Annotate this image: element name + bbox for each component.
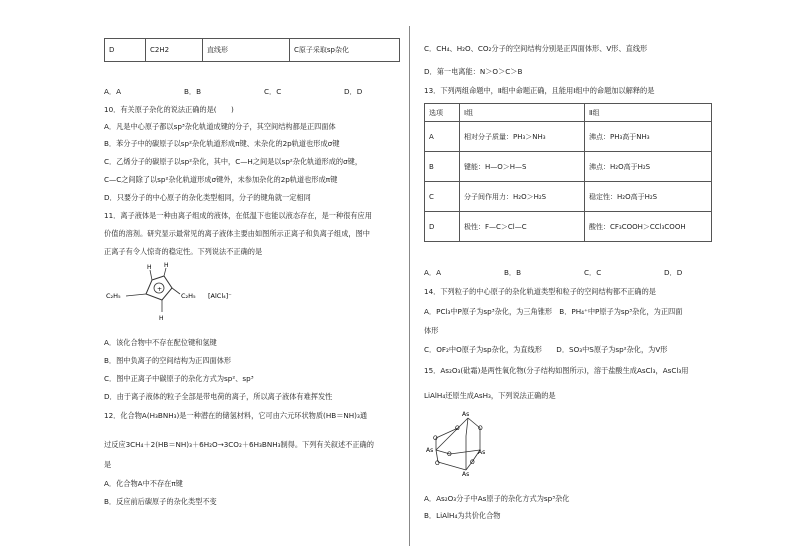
q11-option-c: C．图中正离子中碳原子的杂化方式为sp²、sp³ xyxy=(104,374,254,383)
options-q9 xyxy=(104,87,424,97)
q12-option-b: B．反应前后碳原子的杂化类型不变 xyxy=(104,497,217,506)
table-cell: D xyxy=(105,39,146,62)
table-cell: B xyxy=(425,152,460,182)
ethyl-left-label: C₂H₅ xyxy=(106,292,121,300)
q14-options-ab: A．PCl₃中P原子为sp³杂化，为三角锥形 B．PH₄⁺中P原子为sp³杂化，为正四面 xyxy=(424,307,683,316)
option-b[interactable]: B．B xyxy=(184,87,202,96)
table-cell: C2H2 xyxy=(146,39,203,62)
ethyl-right-label: C₂H₅ xyxy=(181,292,196,300)
column-divider xyxy=(409,26,410,546)
q10-option-d: D．只要分子的中心原子的杂化类型相同，分子的键角就一定相同 xyxy=(104,193,311,202)
q12-option-a: A．化合物A中不存在π键 xyxy=(104,479,183,488)
table-cell: 键能：H—O＞H—S xyxy=(460,152,585,182)
as-atom-label: As xyxy=(462,471,470,478)
q15-option-a: A．As₂O₃分子中As原子的杂化方式为sp³杂化 xyxy=(424,494,570,503)
table-cell: 相对分子质量：PH₃＞NH₃ xyxy=(460,122,585,152)
o-atom-label: O xyxy=(478,425,483,432)
previous-question-table xyxy=(104,38,400,62)
o-atom-label: O xyxy=(447,451,452,458)
table-row xyxy=(425,182,712,212)
table-cell: 沸点：H₂O高于H₂S xyxy=(585,152,712,182)
option-a[interactable]: A．A xyxy=(424,268,442,277)
o-atom-label: O xyxy=(455,425,460,432)
table-row xyxy=(425,212,712,242)
svg-text:H: H xyxy=(164,262,169,269)
q10-option-c-line1: C．乙烯分子的碳原子以sp²杂化，其中，C—H之间是以sp²杂化轨道形成的σ键， xyxy=(104,157,363,166)
question-13: 13．下列两组命题中，Ⅱ组中命题正确，且能用Ⅰ组中的命题加以解释的是 xyxy=(424,86,655,95)
table-row xyxy=(425,152,712,182)
table-cell: 酸性：CF₃COOH＞CCl₃COOH xyxy=(585,212,712,242)
o-atom-label: O xyxy=(433,435,438,442)
svg-text:H: H xyxy=(147,264,152,271)
table-row xyxy=(425,122,712,152)
question-12-line2: 过反应3CH₄＋2(HB＝NH)₃＋6H₂O→3CO₂＋6H₃BNH₃制得。下列有关叙述不正确的 xyxy=(104,440,374,449)
question-15-line2: LiAlH₄还原生成AsH₃，下列说法正确的是 xyxy=(424,391,556,400)
option-a[interactable]: A．A xyxy=(104,87,122,96)
q15-option-b: B．LiAlH₄为共价化合物 xyxy=(424,511,501,520)
table-header-cell: Ⅱ组 xyxy=(585,104,712,122)
table-header-cell: Ⅰ组 xyxy=(460,104,585,122)
as-atom-label: As xyxy=(478,449,486,456)
table-header-row xyxy=(425,104,712,122)
svg-text:+: + xyxy=(157,286,163,293)
question-15-line1: 15．As₂O₃(砒霜)是两性氧化物(分子结构如图所示)，溶于盐酸生成AsCl₃，AsCl₃用 xyxy=(424,366,689,375)
table-header-cell: 选项 xyxy=(425,104,460,122)
option-d[interactable]: D．D xyxy=(664,268,683,277)
as-atom-label: As xyxy=(462,411,470,418)
question-11-line3: 正离子有令人惊奇的稳定性。下列说法不正确的是 xyxy=(104,247,263,256)
o-atom-label: O xyxy=(435,460,440,467)
svg-text:H: H xyxy=(159,315,164,322)
table-cell: A xyxy=(425,122,460,152)
table-cell: C原子采取sp杂化 xyxy=(290,39,400,62)
option-d[interactable]: D．D xyxy=(344,87,363,96)
q10-option-c-line2: C—C之间除了以sp²杂化轨道形成σ键外，未参加杂化的2p轨道也形成π键 xyxy=(104,175,338,184)
question-11-line2: 价值的溶剂。研究显示最常见的离子液体主要由如图所示正离子和负离子组成，图中 xyxy=(104,229,370,238)
table-cell: C xyxy=(425,182,460,212)
q11-option-b: B．图中负离子的空间结构为正四面体形 xyxy=(104,356,232,365)
table-cell: 分子间作用力：H₂O＞H₂S xyxy=(460,182,585,212)
anion-label: [AlCl₄]⁻ xyxy=(208,292,232,300)
q11-option-d: D．由于离子液体的粒子全部是带电荷的离子，所以离子液体有难挥发性 xyxy=(104,392,333,401)
question-10: 10．有关原子杂化的说法正确的是( ) xyxy=(104,105,234,114)
q9-option-c: C．CH₄、H₂O、CO₂分子的空间结构分别是正四面体形、V形、直线形 xyxy=(424,44,648,53)
question-14: 14．下列粒子的中心原子的杂化轨道类型和粒子的空间结构都不正确的是 xyxy=(424,287,656,296)
table-cell: 直线形 xyxy=(203,39,290,62)
o-atom-label: O xyxy=(470,459,475,466)
question-12-line1: 12．化合物A(H₃BNH₃)是一种潜在的储氢材料，它可由六元环状物质(HB＝NH)₃通 xyxy=(104,411,368,420)
table-row xyxy=(105,39,400,62)
q9-option-d: D．第一电离能：N＞O＞C＞B xyxy=(424,67,523,76)
question-12-line3: 是 xyxy=(104,460,112,469)
question-11-line1: 11．离子液体是一种由离子组成的液体，在低温下也能以液态存在，是一种很有应用 xyxy=(104,211,372,220)
table-cell: 沸点：PH₃高于NH₃ xyxy=(585,122,712,152)
ionic-liquid-structure xyxy=(104,262,254,332)
options-q13 xyxy=(424,268,744,278)
as-atom-label: As xyxy=(426,447,434,454)
option-c[interactable]: C．C xyxy=(264,87,282,96)
q14-options-ab-cont: 体形 xyxy=(424,326,439,335)
option-b[interactable]: B．B xyxy=(504,268,522,277)
table-cell: D xyxy=(425,212,460,242)
q14-options-cd: C．OF₂中O原子为sp杂化，为直线形 D．SO₃中S原子为sp²杂化，为V形 xyxy=(424,345,668,354)
q11-option-a: A．该化合物中不存在配位键和氢键 xyxy=(104,338,217,347)
table-cell: 稳定性：H₂O高于H₂S xyxy=(585,182,712,212)
option-c[interactable]: C．C xyxy=(584,268,602,277)
q10-option-a: A．凡是中心原子都以sp³杂化轨道成键的分子，其空间结构都是正四面体 xyxy=(104,122,336,131)
table-cell: 极性：F—C＞Cl—C xyxy=(460,212,585,242)
q10-option-b: B．苯分子中的碳原子以sp²杂化轨道形成π键、未杂化的2p轨道也形成σ键 xyxy=(104,139,340,148)
as2o3-structure xyxy=(424,408,514,480)
question-13-table xyxy=(424,103,712,242)
